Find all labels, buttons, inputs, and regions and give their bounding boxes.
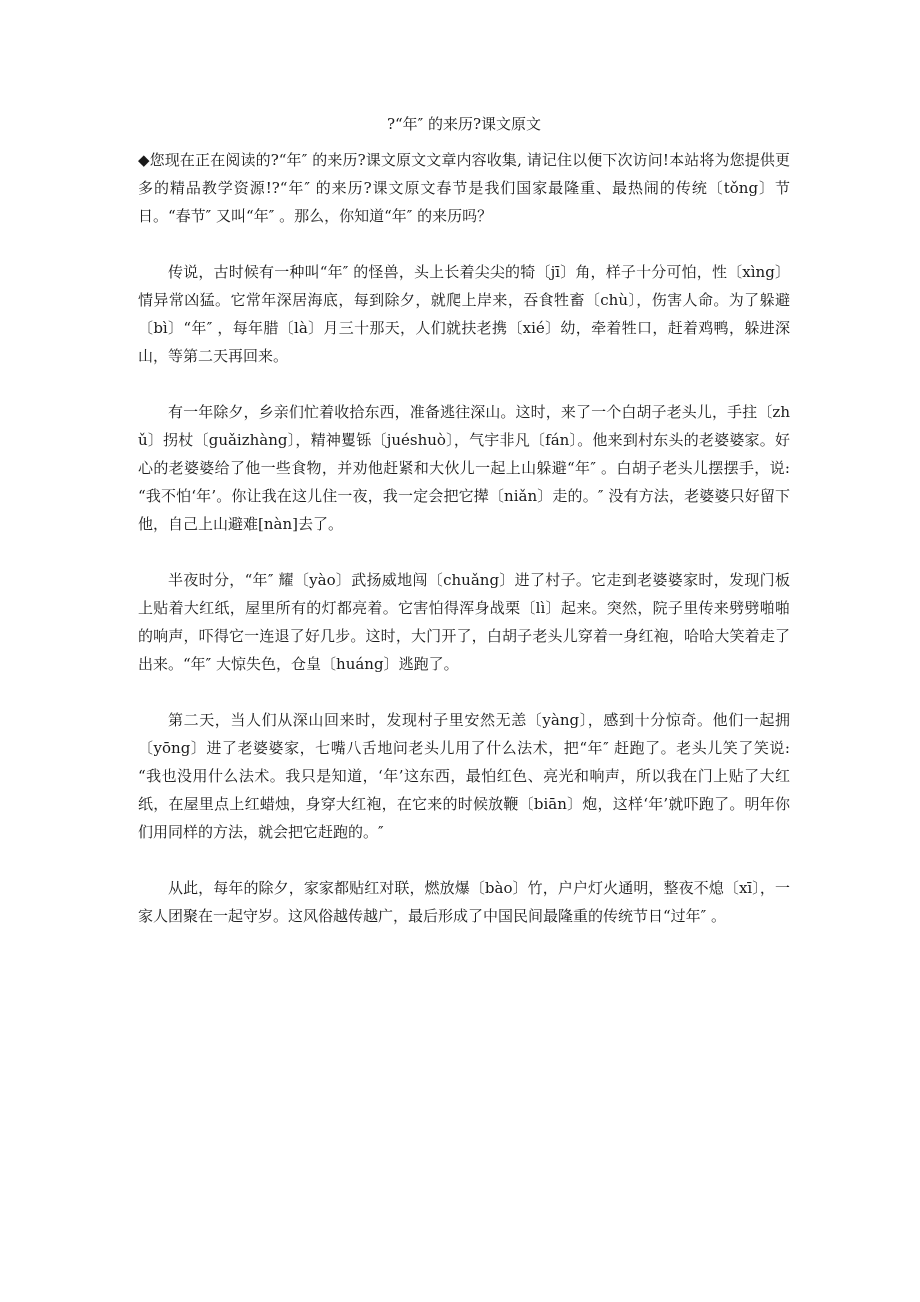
intro-paragraph: ◆您现在正在阅读的?“年″ 的来历?课文原文文章内容收集, 请记住以便下次访问!本站将为您提供更多的精品教学资源!?“年″ 的来历?课文原文春节是我们国家最隆重、最热闹的传统〔tǒng〕节日。“春节″ 又叫“年″ 。那么，你知道“年″ 的来历吗？ (138, 151, 790, 225)
document-page (138, 112, 790, 930)
paragraph-nian-flees: 半夜时分，“年″ 耀〔yào〕武扬威地闯〔chuǎng〕进了村子。它走到老婆婆家时，发现门板上贴着大红纸，屋里所有的灯都亮着。它害怕得浑身战栗〔lì〕起来。突然，院子里传来劈劈啪啪的响声，吓得它一连退了好几步。这时，大门开了，白胡子老头儿穿着一身红袍，哈哈大笑着走了出来。“年″ 大惊失色，仓皇〔huáng〕逃跑了。 (138, 571, 790, 673)
paragraph-old-man-arrives: 有一年除夕，乡亲们忙着收拾东西，准备逃往深山。这时，来了一个白胡子老头儿，手拄〔zhǔ〕拐杖〔guǎizhàng〕，精神矍铄〔juéshuò〕，气宇非凡〔fán〕。他来到村东头的老婆婆家。好心的老婆婆给了他一些食物，并劝他赶紧和大伙儿一起上山躲避“年″ 。白胡子老头儿摆摆手，说: “我不怕‘年’。你让我在这儿住一夜，我一定会把它撵〔niǎn〕走的。″ 没有方法，老婆婆只好留下他，自己上山避难[nàn]去了。 (138, 403, 790, 533)
document-title: ?“年″ 的来历?课文原文 (386, 115, 542, 133)
paragraph-next-day: 第二天，当人们从深山回来时，发现村子里安然无恙〔yàng〕，感到十分惊奇。他们一起拥〔yōng〕进了老婆婆家，七嘴八舌地问老头儿用了什么法术，把“年″ 赶跑了。老头儿笑了笑说: “我也没用什么法术。我只是知道，‘年’这东西，最怕红色、亮光和响声，所以我在门上贴了大红纸，在屋里点上红蜡烛，身穿大红袍，在它来的时候放鞭〔biān〕炮，这样‘年’就吓跑了。明年你们用同样的方法，就会把它赶跑的。″ (138, 711, 790, 841)
paragraph-legend: 传说，古时候有一种叫“年″ 的怪兽，头上长着尖尖的犄〔jī〕角，样子十分可怕，性〔xìng〕情异常凶猛。它常年深居海底，每到除夕，就爬上岸来，吞食牲畜〔chù〕，伤害人命。为了躲避〔bì〕“年″ ，每年腊〔là〕月三十那天，人们就扶老携〔xié〕幼，牵着牲口，赶着鸡鸭，躲进深山，等第二天再回来。 (138, 263, 790, 365)
paragraph-custom: 从此，每年的除夕，家家都贴红对联，燃放爆〔bào〕竹，户户灯火通明，整夜不熄〔xī〕，一家人团聚在一起守岁。这风俗越传越广，最后形成了中国民间最隆重的传统节日“过年″ 。 (138, 879, 790, 925)
